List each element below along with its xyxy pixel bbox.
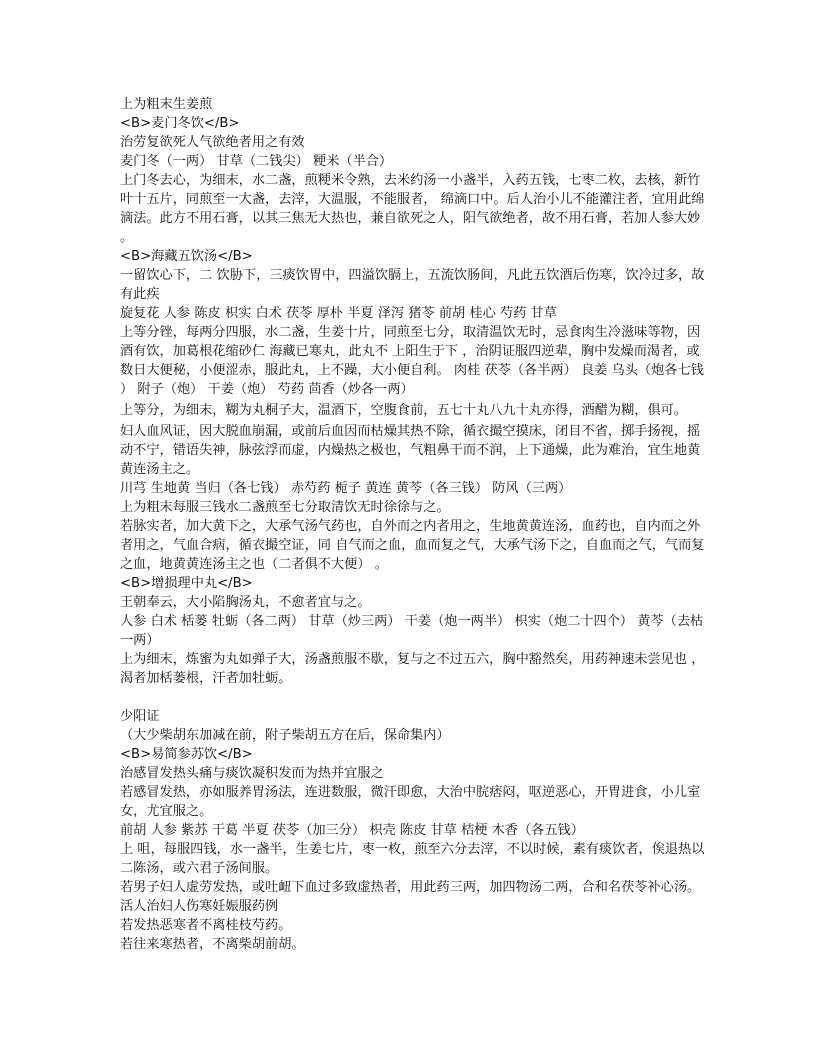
section-heading: <B>增损理中丸</B>: [120, 576, 253, 591]
ingredient-line: 人参 白术 栝蒌 牡蛎（各二两） 甘草（炒三两） 干姜（炮一两半） 枳实（炮二十四个） 黄芩（去枯一两）: [120, 614, 704, 648]
text-line: 若发热恶寒者不离桂枝芍药。: [120, 918, 292, 933]
paragraph: 上门冬去心，为细末，水二盏，煎粳米令熟，去米约汤一小盏半，入药五钱，七枣二枚，去核，新竹叶十五片，同煎至一大盏，去滓，大温服，不能服者， 绵滴口中。后人治小儿不能灌注者，宜用此绵滴法。此方不用石膏，以其三焦无大热也，兼自欲死之人，阳气欲绝者，故不用石膏，若加人参大妙。: [120, 173, 705, 245]
paragraph: 上等分锉，每两分四服，水二盏，生姜十片，同煎至七分，取清温饮无时，忌食肉生冷滋味等物，因酒有饮，加葛根花缩砂仁 海藏已寒丸，此丸不 上阳生于下 ，治阴证服四逆辈，胸中发燥而渴者，或数日大便秘，小便涩赤，服此丸，上不躁，大小便自利。 肉桂 茯苓（各半两） 良姜 乌头（炮各七钱） 附子（炮） 干姜（炮） 芍药 茴香（炒各一两）: [120, 325, 704, 397]
paragraph: 上为细末，炼蜜为丸如弹子大，汤盏煎服不歇，复与之不过五六，胸中豁然矣，用药神速未尝见也 ，渴者加栝蒌根，汗者加牡蛎。: [120, 652, 705, 686]
ingredient-line: 麦门冬（一两） 甘草（二钱尖） 粳米（半合）: [120, 154, 393, 169]
paragraph: 上 咀，每服四钱，水一盏半，生姜七片，枣一枚，煎至六分去滓，不以时候，素有痰饮者，俟退热以二陈汤，或六君子汤间服。: [120, 842, 705, 876]
section-heading: <B>海藏五饮汤</B>: [120, 249, 253, 264]
ingredient-line: 川芎 生地黄 当归（各七钱） 赤芍药 栀子 黄连 黄芩（各三钱） 防风（三两）: [120, 481, 572, 496]
section-heading: <B>麦门冬饮</B>: [120, 116, 240, 131]
paragraph: 上等分，为细末，糊为丸桐子大，温酒下，空腹食前，五七十丸八九十丸亦得，酒醋为糊，俱可。: [120, 403, 688, 418]
text-line: 王朝奉云，大小陷胸汤丸，不愈者宜与之。: [120, 595, 371, 610]
paragraph: 一留饮心下，二 饮胁下，三痰饮胃中，四溢饮膈上，五流饮肠间，凡此五饮酒后伤寒，饮冷过多，故有此疾: [120, 268, 705, 302]
text-line: 治劳复欲死人气欲绝者用之有效: [120, 135, 305, 150]
blank-line: [120, 688, 706, 707]
paragraph: 若男子妇人虚劳发热，或吐衄下血过多致虚热者，用此药三两，加四物汤二两，合和名茯苓补心汤。: [120, 880, 701, 895]
chapter-title: 少阳证: [120, 709, 160, 724]
ingredient-line: 前胡 人参 紫苏 干葛 半夏 茯苓（加三分） 枳壳 陈皮 甘草 桔梗 木香（各五钱）: [120, 823, 584, 838]
paragraph: 妇人血风证，因大脱血崩漏，或前后血因而枯燥其热不除，循衣撮空摸床，闭目不省，掷手扬视，摇动不宁，错语失神，脉弦浮而虚，内燥热之极也，气粗鼻干而不润，上下通燥，此为难治，宜生地黄黄连汤主之。: [120, 424, 701, 477]
paragraph: 若感冒发热，亦如服养胃汤法，连进数服，微汗即愈，大治中脘痞闷，呕逆恶心，开胃进食，小儿室女，尤宜服之。: [120, 785, 701, 819]
section-heading: <B>易简参苏饮</B>: [120, 747, 253, 762]
paragraph: 若脉实者，加大黄下之，大承气汤气药也，自外而之内者用之，生地黄黄连汤，血药也，自内而之外者用之，气血合病，循衣撮空证，同 自气而之血，血而复之气，大承气汤下之，自血而之气，气而复之血，地黄黄连汤主之也（二者俱不大便） 。: [120, 519, 705, 572]
text-line: 治感冒发热头痛与痰饮凝积发而为热并宜服之: [120, 766, 384, 781]
ingredient-line: 旋复花 人参 陈皮 枳实 白术 茯苓 厚朴 半夏 泽泻 猪苓 前胡 桂心 芍药 甘草: [120, 306, 557, 321]
text-line: 若往来寒热者，不离柴胡前胡。: [120, 937, 305, 952]
text-line: 上为粗末生姜煎: [120, 97, 213, 112]
text-line: （大少柴胡东加减在前，附子柴胡五方在后，保命集内）: [120, 728, 450, 743]
text-line: 活人治妇人伤寒妊娠服药例: [120, 899, 279, 914]
document-body: [120, 95, 706, 954]
text-line: 上为粗末每服三钱水二盏煎至七分取清饮无时徐徐与之。: [120, 500, 450, 515]
